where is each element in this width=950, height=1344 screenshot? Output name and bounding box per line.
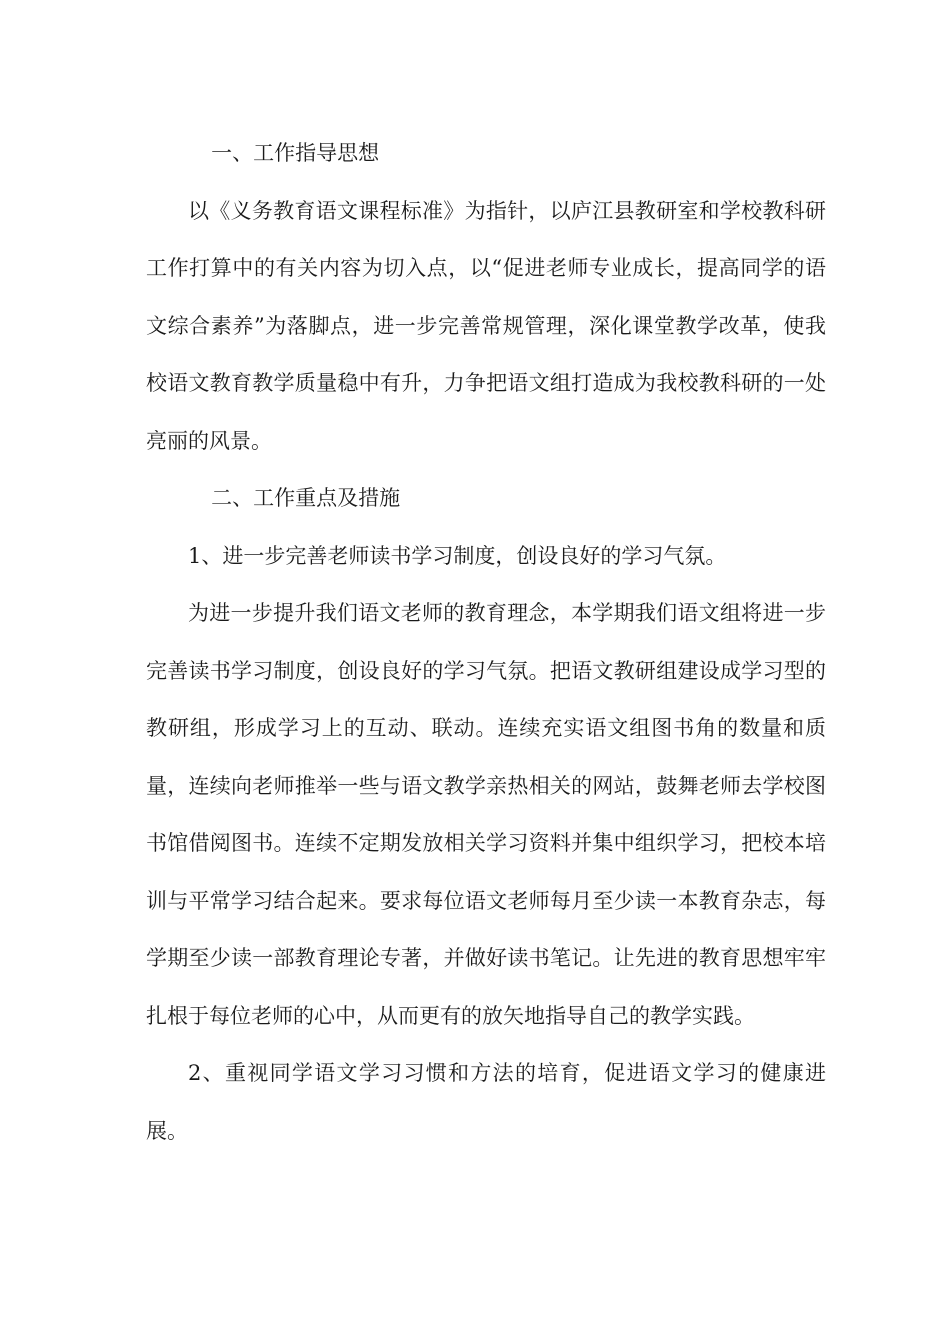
paragraph-guiding-ideology: 以《义务教育语文课程标准》为指针，以庐江县教研室和学校教科研工作打算中的有关内容为切入点，以“促进老师专业成长，提高同学的语文综合素养”为落脚点，进一步完善常规管理，深化课堂教学改革，使我校语文教育教学质量稳中有升，力争把语文组打造成为我校教科研的一处亮丽的风景。 [146, 198, 826, 453]
section-heading-key-points: 二、工作重点及措施 [211, 486, 401, 510]
paragraph-reading-system: 为进一步提升我们语文老师的教育理念，本学期我们语文组将进一步完善读书学习制度，创设良好的学习气氛。把语文教研组建设成学习型的教研组，形成学习上的互动、联动。连续充实语文组图书角的数量和质量，连续向老师推举一些与语文教学亲热相关的网站，鼓舞老师去学校图书馆借阅图书。连续不定期发放相关学习资料并集中组织学习，把校本培训与平常学习结合起来。要求每位语文老师每月至少读一本教育杂志，每学期至少读一部教育理论专著，并做好读书笔记。让先进的教育思想牢牢扎根于每位老师的心中，从而更有的放矢地指导自己的教学实践。 [146, 601, 826, 1028]
item-heading-reading-system: 1、进一步完善老师读书学习制度，创设良好的学习气氛。 [188, 543, 727, 568]
document-body [146, 125, 826, 1160]
section-heading-guiding-ideology: 一、工作指导思想 [211, 141, 380, 165]
item-heading-study-habits: 2、重视同学语文学习习惯和方法的培育，促进语文学习的健康进展。 [146, 1061, 826, 1143]
